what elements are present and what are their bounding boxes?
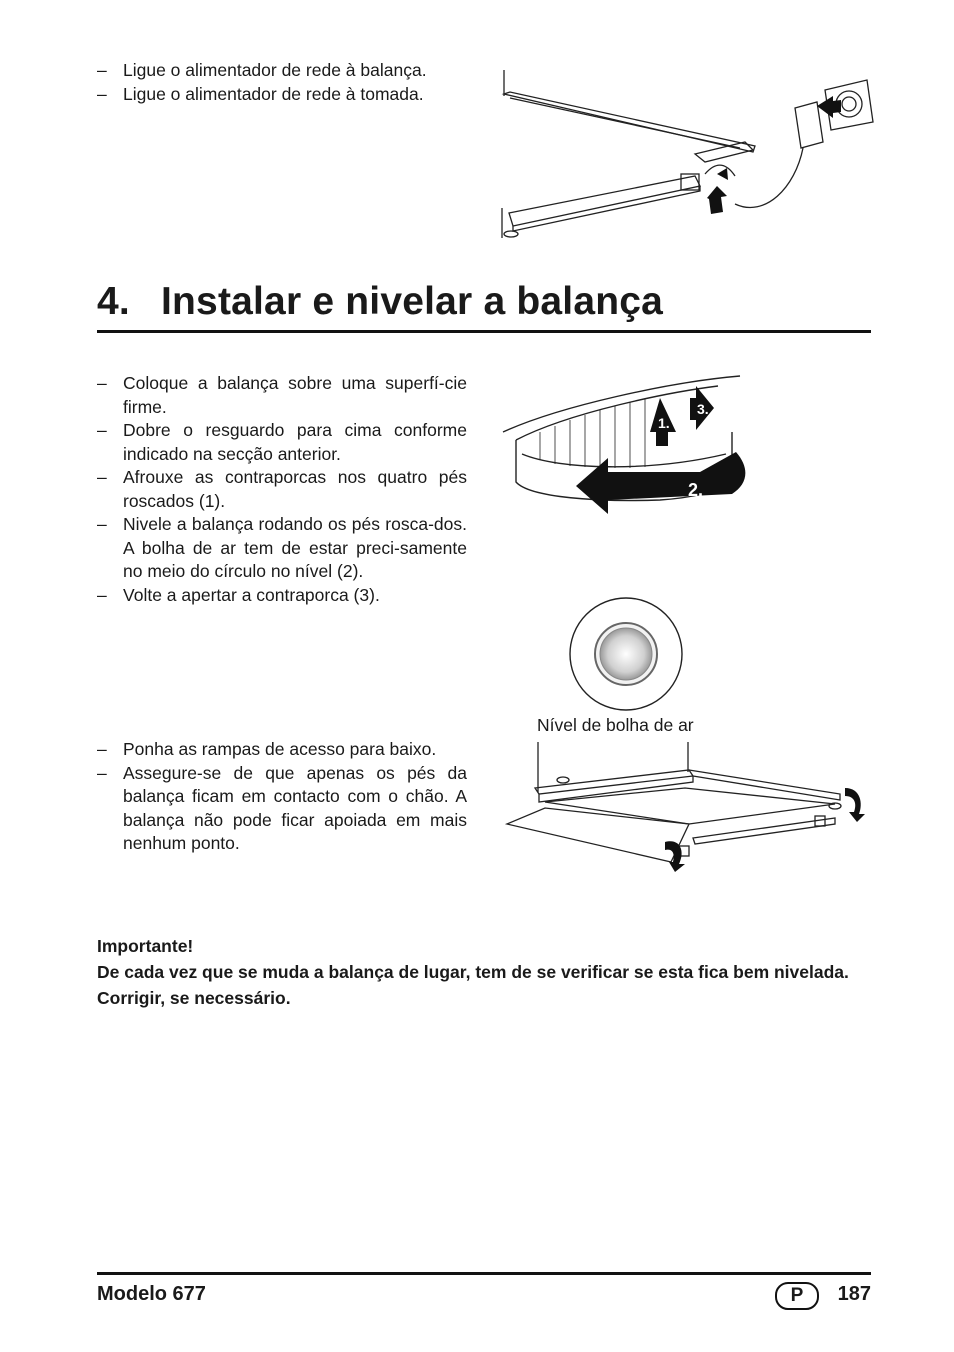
- important-note: [97, 933, 873, 1011]
- intro-steps-list: [97, 59, 477, 106]
- leveling-foot-illustration: [500, 372, 760, 532]
- power-adapter-illustration: [495, 68, 895, 248]
- model-name: Modelo 677: [97, 1283, 206, 1305]
- list-item: – Dobre o resguardo para cima conforme indicado na secção anterior.: [97, 419, 467, 466]
- list-item: – Coloque a balança sobre uma superfí-cie firme.: [97, 372, 467, 419]
- section-title-text: Instalar e nivelar a balança: [161, 280, 664, 323]
- step2-label: 2.: [688, 480, 704, 500]
- step3-label: 3.: [697, 401, 709, 417]
- important-heading: Importante!: [97, 936, 194, 956]
- list-item: – Assegure-se de que apenas os pés da balança ficam em contacto com o chão. A balança não pode ficar apoiada em mais nenhum ponto.: [97, 762, 467, 856]
- list-item: – Ligue o alimentador de rede à balança.: [97, 59, 477, 83]
- list-item: – Afrouxe as contraporcas nos quatro pés roscados (1).: [97, 466, 467, 513]
- bubble-level-illustration: [568, 596, 688, 716]
- ramp-steps-list: [97, 738, 467, 856]
- important-text: De cada vez que se muda a balança de lugar, tem de se verificar se esta fica bem nivelada. Corrigir, se necessário.: [97, 962, 849, 1008]
- list-item: – Ligue o alimentador de rede à tomada.: [97, 83, 477, 107]
- list-item: – Ponha as rampas de acesso para baixo.: [97, 738, 467, 762]
- leveling-steps-list: [97, 372, 467, 607]
- ramp-illustration: [505, 742, 870, 872]
- step1-label: 1.: [658, 415, 670, 431]
- list-item: – Volte a apertar a contraporca (3).: [97, 584, 467, 608]
- list-item: – Nivele a balança rodando os pés rosca-dos. A bolha de ar tem de estar preci-samente no meio do círculo no nível (2).: [97, 513, 467, 584]
- language-badge: P: [775, 1282, 819, 1310]
- section-title: [97, 280, 871, 333]
- bubble-level-caption: Nível de bolha de ar: [537, 715, 694, 735]
- section-number: 4.: [97, 280, 130, 323]
- page-number: 187: [837, 1283, 871, 1305]
- page-footer: [97, 1272, 871, 1306]
